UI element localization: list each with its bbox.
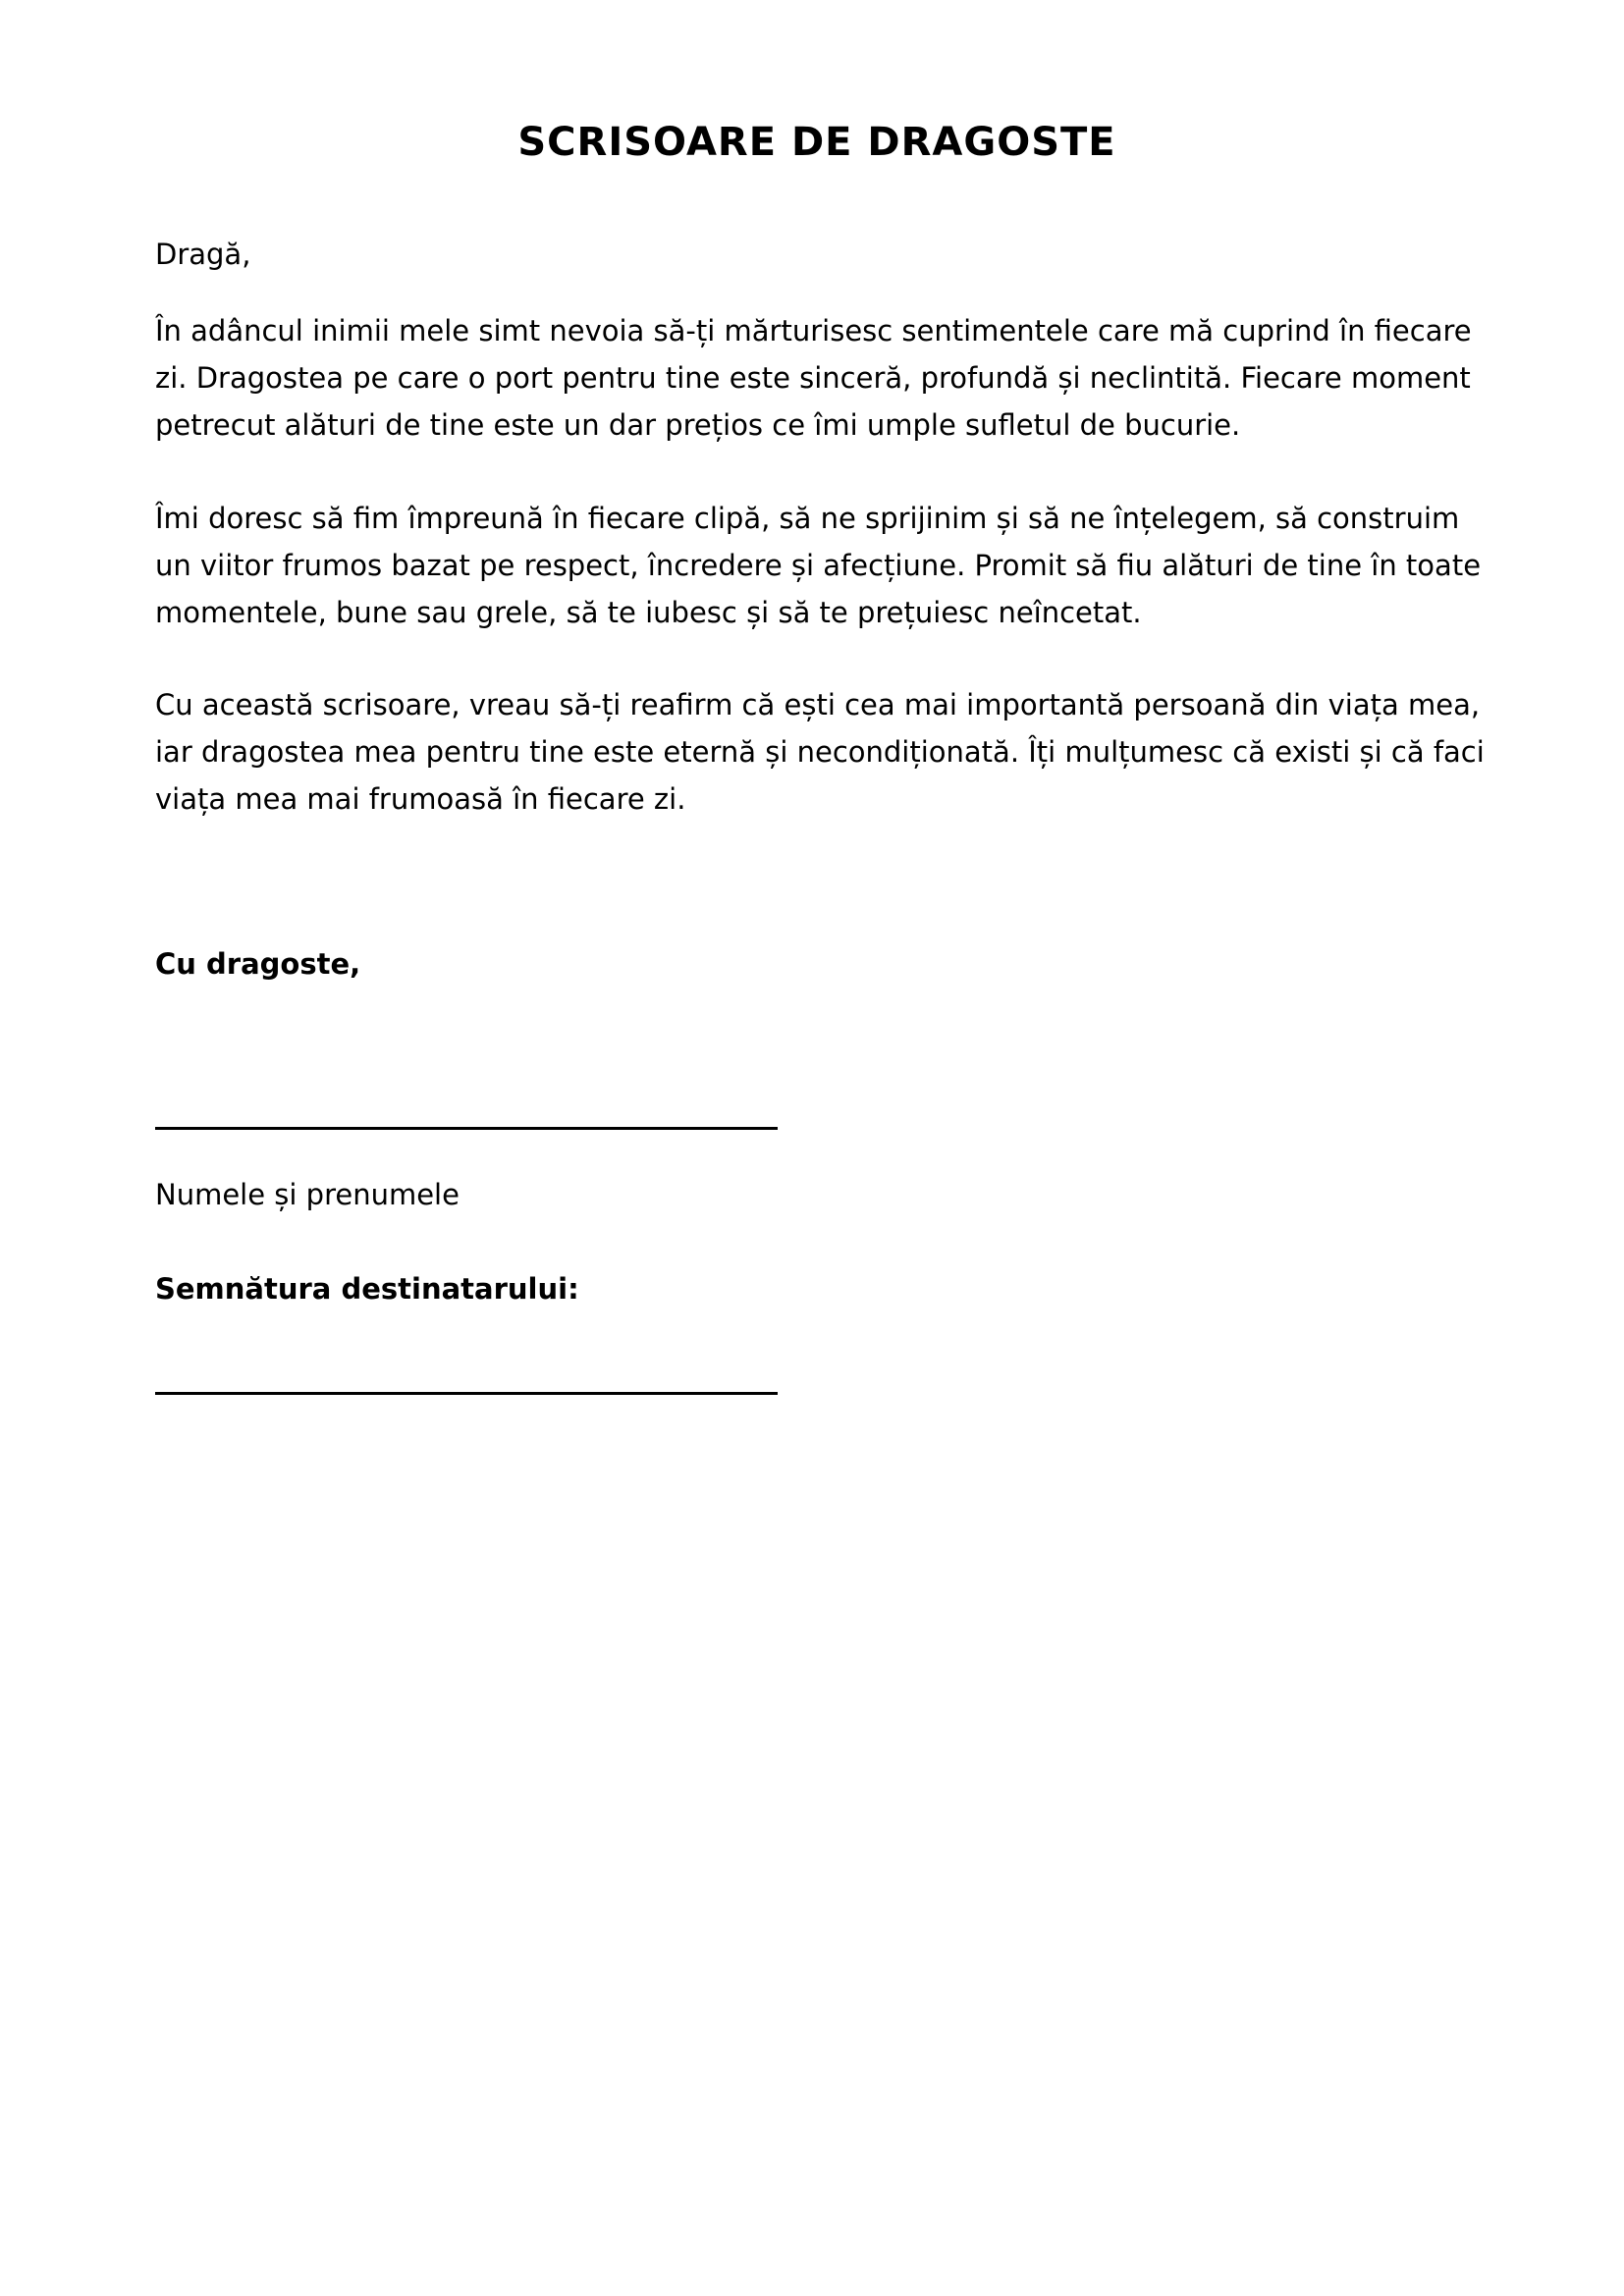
recipient-signature-line — [155, 1392, 778, 1395]
paragraph-3: Cu această scrisoare, vreau să-ți reafirm că ești cea mai importantă persoană din viața mea, iar dragostea mea pentru tine este eternă și necondiționată. Îți mulțumesc că existi și că faci viața mea mai frumoasă în fiecare zi. — [155, 688, 1485, 816]
greeting: Dragă, — [155, 238, 251, 271]
sender-signature-line — [155, 1127, 778, 1130]
name-label: Numele și prenumele — [155, 1178, 460, 1211]
paragraph-2: Îmi doresc să fim împreună în fiecare clipă, să ne sprijinim și să ne înțelegem, să construim un viitor frumos bazat pe respect, încredere și afecțiune. Promit să fiu alături de tine în toate momentele, bune sau grele, să te iubesc și să te prețuiesc neîncetat. — [155, 502, 1482, 629]
paragraph-1: În adâncul inimii mele simt nevoia să-ți mărturisesc sentimentele care mă cuprind în fiecare zi. Dragostea pe care o port pentru tine este sinceră, profundă și neclintită. Fiecare moment petrecut alături de tine este un dar prețios ce îmi umple sufletul de bucurie. — [155, 314, 1472, 442]
closing-text: Cu dragoste, — [155, 947, 361, 981]
recipient-signature-label: Semnătura destinatarului: — [155, 1272, 579, 1306]
letter-title: SCRISOARE DE DRAGOSTE — [517, 120, 1116, 165]
